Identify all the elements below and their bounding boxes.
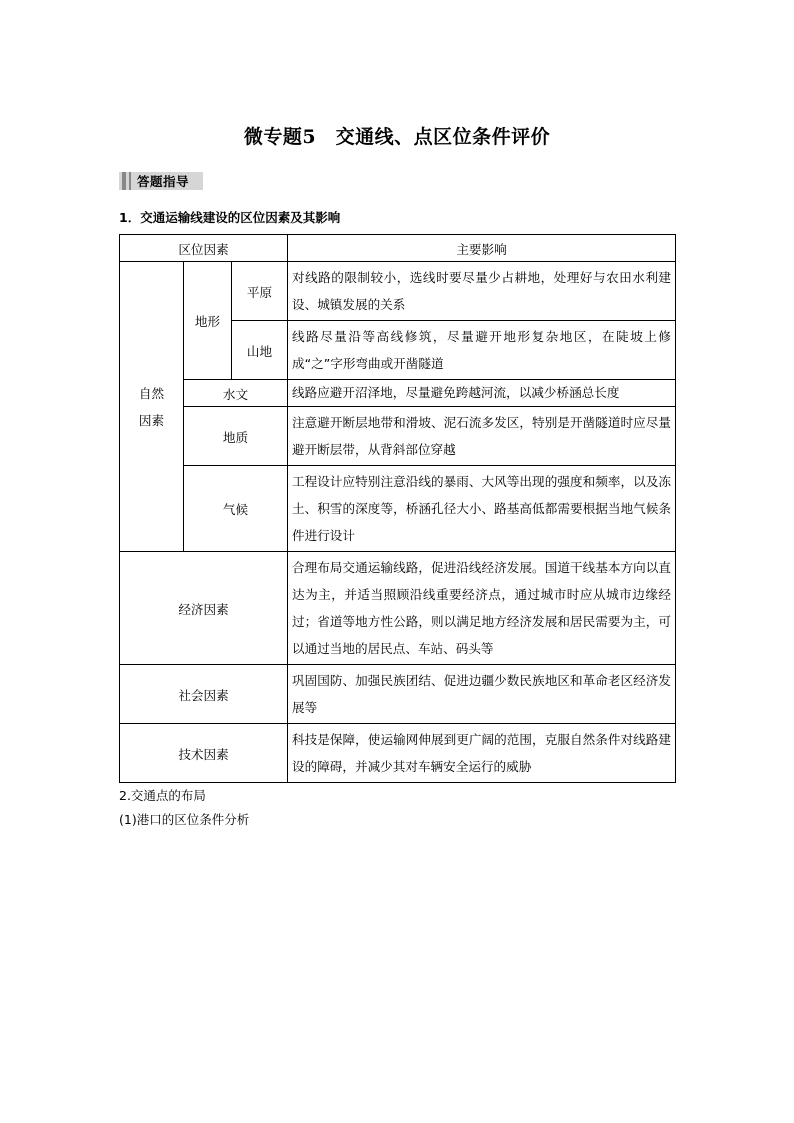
cell-geology: 地质 <box>184 407 288 466</box>
table-row <box>120 407 676 466</box>
cell-social-impact: 巩固国防、加强民族团结、促进边疆少数民族地区和革命老区经济发展等 <box>288 665 676 724</box>
cell-social: 社会因素 <box>120 665 288 724</box>
cell-geology-impact: 注意避开断层地带和滑坡、泥石流多发区，特别是开凿隧道时应尽量避开断层带，从背斜部位穿越 <box>288 407 676 466</box>
section-heading-3: (1)港口的区位条件分析 <box>119 812 250 827</box>
page-title: 微专题5 交通线、点区位条件评价 <box>243 126 551 148</box>
badge-bar <box>122 172 126 190</box>
header-factor: 区位因素 <box>120 235 288 262</box>
table-row <box>120 665 676 724</box>
cell-plain-impact: 对线路的限制较小，选线时要尽量少占耕地，处理好与农田水利建设、城镇发展的关系 <box>288 262 676 321</box>
table-row <box>120 724 676 783</box>
cell-tech: 技术因素 <box>120 724 288 783</box>
cell-climate: 气候 <box>184 466 288 552</box>
cell-economic: 经济因素 <box>120 552 288 665</box>
cell-plain: 平原 <box>232 262 288 321</box>
cell-climate-impact: 工程设计应特别注意沿线的暴雨、大风等出现的强度和频率，以及冻土、积雪的深度等，桥涵孔径大小、路基高低都需要根据当地气候条件进行设计 <box>288 466 676 552</box>
section-badge <box>119 172 203 190</box>
section-heading-2: 2.交通点的布局 <box>119 788 206 803</box>
cell-hydrology: 水文 <box>184 380 288 407</box>
header-impact: 主要影响 <box>288 235 676 262</box>
badge-label: 答题指导 <box>137 174 190 189</box>
cell-mountain-impact: 线路尽量沿等高线修筑，尽量避开地形复杂地区，在陡坡上修成“之”字形弯曲或开凿隧道 <box>288 321 676 380</box>
cell-hydrology-impact: 线路应避开沼泽地，尽量避免跨越河流，以减少桥涵总长度 <box>288 380 676 407</box>
badge-bar <box>129 172 131 190</box>
cell-economic-impact: 合理布局交通运输线路，促进沿线经济发展。国道干线基本方向以直达为主，并适当照顾沿线重要经济点，通过城市时应从城市边缘经过；省道等地方性公路，则以满足地方经济发展和居民需要为主，可以通过当地的居民点、车站、码头等 <box>288 552 676 665</box>
table-row <box>120 466 676 552</box>
cell-mountain: 山地 <box>232 321 288 380</box>
section-heading-1: 1．交通运输线建设的区位因素及其影响 <box>119 210 341 225</box>
table-row <box>120 262 676 321</box>
cell-terrain: 地形 <box>184 262 232 380</box>
cell-natural: 自然因素 <box>120 262 184 552</box>
table-row <box>120 380 676 407</box>
factor-table <box>119 234 676 783</box>
table-row <box>120 235 676 262</box>
table-row <box>120 552 676 665</box>
cell-tech-impact: 科技是保障，使运输网伸展到更广阔的范围，克服自然条件对线路建设的障碍，并减少其对车辆安全运行的威胁 <box>288 724 676 783</box>
